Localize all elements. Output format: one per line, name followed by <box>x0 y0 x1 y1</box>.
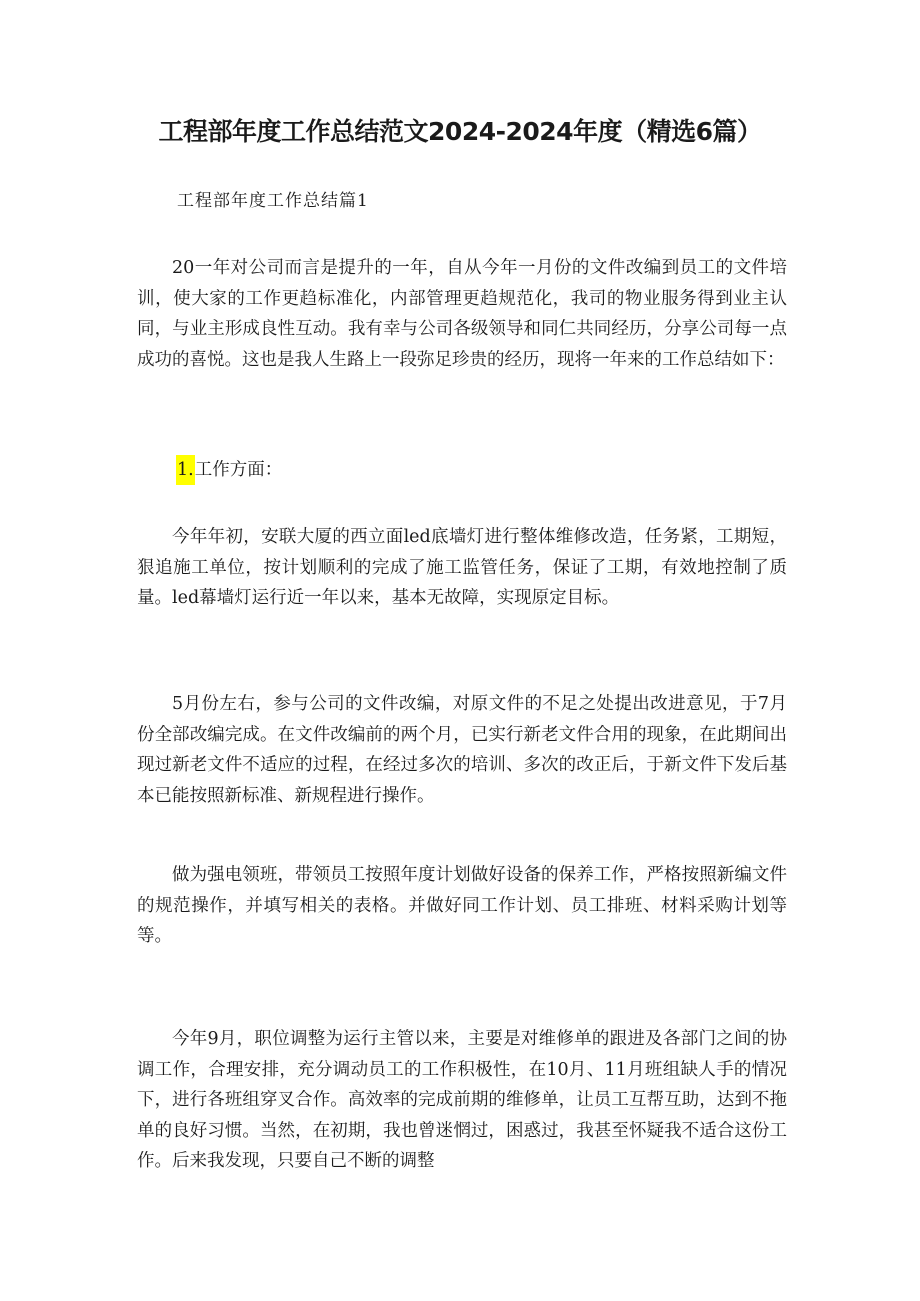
document-title: 工程部年度工作总结范文2024-2024年度（精选6篇） <box>158 117 762 146</box>
paragraph-led-renovation: 今年年初，安联大厦的西立面led底墙灯进行整体维修改造，任务紧，工期短，狠追施工单位，按计划顺利的完成了施工监管任务，保证了工期，有效地控制了质量。led幕墙灯运行近一年以来，基本无故障，实现原定目标。 <box>137 527 787 608</box>
paragraph-document-revision: 5月份左右，参与公司的文件改编，对原文件的不足之处提出改进意见，于7月份全部改编完成。在文件改编前的两个月，已实行新老文件合用的现象，在此期间出现过新老文件不适应的过程，在经过多次的培训、多次的改正后，于新文件下发后基本已能按照新标准、新规程进行操作。 <box>137 694 787 806</box>
paragraph-operations-supervisor: 今年9月，职位调整为运行主管以来，主要是对维修单的跟进及各部门之间的协调工作，合理安排，充分调动员工的工作积极性，在10月、11月班组缺人手的情况下，进行各班组穿叉合作。高效率的完成前期的维修单，让员工互帮互助，达到不拖单的良好习惯。当然，在初期，我也曾迷惘过，困惑过，我甚至怀疑我不适合这份工作。后来我发现，只要自己不断的调整 <box>137 1029 787 1171</box>
highlighted-number: 1. <box>176 455 195 485</box>
paragraph-intro: 20一年对公司而言是提升的一年，自从今年一月份的文件改编到员工的文件培训，使大家的工作更趋标准化，内部管理更趋规范化，我司的物业服务得到业主认同，与业主形成良性互动。我有幸与公司各级领导和同仁共同经历，分享公司每一点成功的喜悦。这也是我人生路上一段弥足珍贵的经历，现将一年来的工作总结如下： <box>137 258 787 370</box>
sub-heading-work <box>176 455 282 485</box>
section-heading: 工程部年度工作总结篇1 <box>177 191 369 211</box>
sub-heading-text: 工作方面： <box>194 460 283 480</box>
paragraph-electrical-foreman: 做为强电领班，带领员工按照年度计划做好设备的保养工作，严格按照新编文件的规范操作，并填写相关的表格。并做好同工作计划、员工排班、材料采购计划等等。 <box>137 865 787 946</box>
